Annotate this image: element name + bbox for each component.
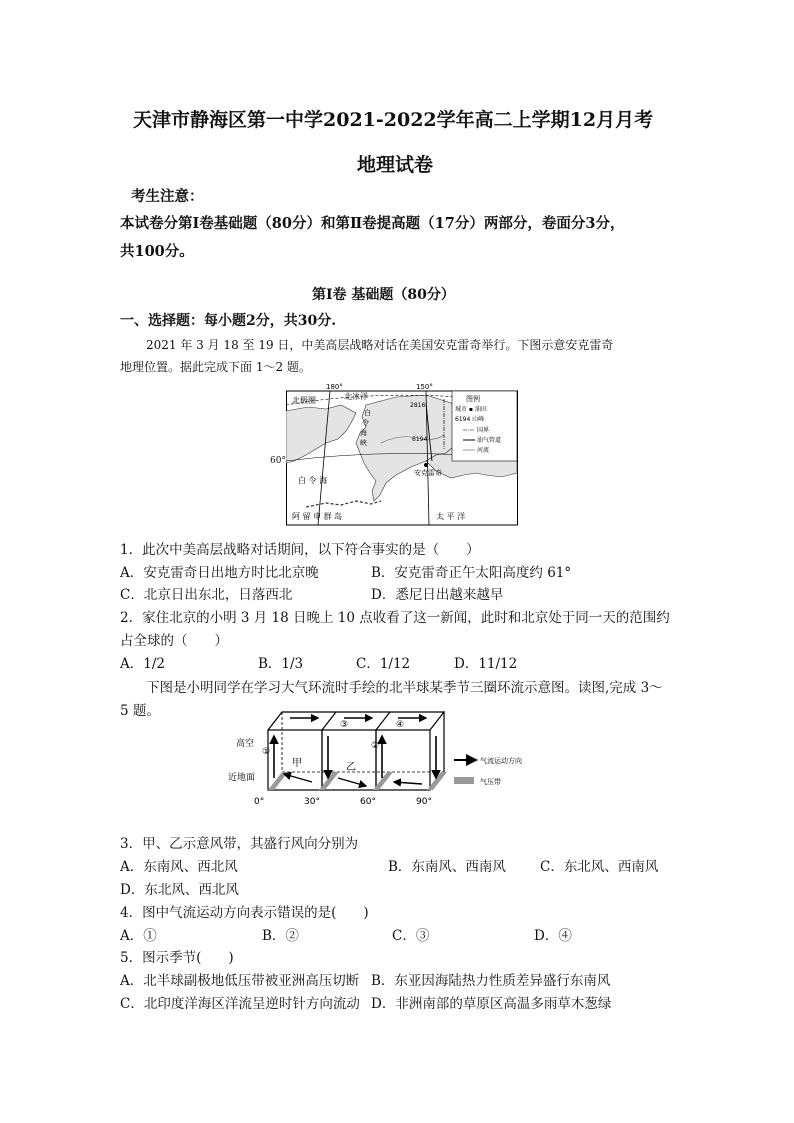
map-legend-pipeline: 油气管道 bbox=[477, 437, 502, 444]
q3-option-a[interactable]: A．东南风、西北风 bbox=[120, 859, 238, 875]
intro-3-5-line1: 下图是小明同学在学习大气环流时手绘的北半球某季节三圈环流示意图。读图,完成 3～ bbox=[146, 680, 663, 696]
q4-stem: 4．图中气流运动方向表示错误的是( ) bbox=[120, 905, 369, 921]
q2-option-d[interactable]: D．11/12 bbox=[454, 656, 518, 672]
q2-stem-line1: 2．家住北京的小明 3 月 18 日晚上 10 点收看了这一新闻，此时和北京处于同一天的范围约 bbox=[120, 610, 670, 626]
diagram-label-high: 高空 bbox=[236, 739, 255, 749]
diagram-n4: ④ bbox=[396, 720, 405, 730]
diagram-lat-90: 90° bbox=[416, 797, 432, 807]
map-anchorage: 安克雷奇 bbox=[414, 469, 442, 477]
diagram-legend-arrow: 气流运动方向 bbox=[480, 757, 522, 765]
diagram-lat-0: 0° bbox=[254, 797, 265, 807]
q1-option-c[interactable]: C．北京日出东北，日落西北 bbox=[120, 587, 293, 603]
q5-stem: 5．图示季节( ) bbox=[120, 950, 234, 966]
map-aleutian: 阿 留 申 群 岛 bbox=[292, 512, 343, 521]
map-peak-1: 2816 bbox=[410, 402, 426, 409]
q4-option-c[interactable]: C．③ bbox=[392, 928, 430, 944]
q2-option-b[interactable]: B．1/3 bbox=[258, 656, 304, 672]
q5-option-b[interactable]: B．东亚因海陆热力性质差异盛行东南风 bbox=[371, 973, 611, 989]
map-strait-2: 令 bbox=[362, 419, 369, 427]
diagram-legend-belt: 气压带 bbox=[480, 778, 501, 786]
map-legend-title: 图例 bbox=[466, 395, 480, 403]
q5-option-a[interactable]: A．北半球副极地低压带被亚洲高压切断 bbox=[120, 973, 360, 989]
page-title: 天津市静海区第一中学2021-2022学年高二上学期12月月考 bbox=[133, 109, 654, 131]
map-bering-sea: 白 令 海 bbox=[298, 476, 328, 485]
map-arctic-circle: 北极圈 bbox=[292, 396, 316, 405]
q3-stem: 3．甲、乙示意风带，其盛行风向分别为 bbox=[120, 836, 359, 852]
diagram-n3: ③ bbox=[340, 720, 349, 730]
q3-option-c[interactable]: C．东北风、西南风 bbox=[540, 859, 659, 875]
map-legend-city: 城市 ▪ 油田 bbox=[455, 406, 487, 413]
map-strait-1: 白 bbox=[364, 409, 371, 417]
q4-option-a[interactable]: A．① bbox=[120, 928, 157, 944]
q2-stem-line2: 占全球的（ ） bbox=[120, 633, 228, 649]
page-subtitle: 地理试卷 bbox=[357, 154, 434, 176]
part-title: 一、选择题：每小题2分，共30分. bbox=[120, 313, 337, 329]
notice-heading: 考生注意： bbox=[131, 188, 204, 205]
diagram-n1: ① bbox=[262, 747, 271, 757]
diagram-n2: ② bbox=[371, 741, 380, 751]
map-lat-60-outside: 60° bbox=[270, 456, 286, 466]
diagram-lat-30: 30° bbox=[304, 797, 320, 807]
intro-1-2-line2: 地理位置。据此完成下面 1～2 题。 bbox=[120, 360, 311, 374]
intro-3-5-line2: 5 题。 bbox=[120, 703, 160, 719]
q5-option-d[interactable]: D．非洲南部的草原区高温多雨草木葱绿 bbox=[371, 996, 612, 1012]
map-legend-river: 河流 bbox=[477, 447, 490, 454]
q1-option-b[interactable]: B．安克雷奇正午太阳高度约 61° bbox=[371, 565, 572, 581]
diagram-label-ground: 近地面 bbox=[228, 773, 256, 783]
intro-1-2-line1: 2021 年 3 月 18 至 19 日，中美高层战略对话在美国安克雷奇举行。下图示意安克雷奇 bbox=[146, 338, 614, 352]
q3-option-d[interactable]: D．东北风、西北风 bbox=[120, 882, 239, 898]
map-lon-180: 180° bbox=[326, 383, 343, 391]
map-pacific: 太 平 洋 bbox=[436, 512, 466, 521]
map-strait-4: 峡 bbox=[360, 439, 367, 447]
map-strait-3: 海 bbox=[360, 429, 367, 437]
notice-line-1: 本试卷分第Ⅰ卷基础题（80分）和第Ⅱ卷提高题（17分）两部分，卷面分3分， bbox=[120, 215, 625, 232]
map-lon-150: 150° bbox=[416, 383, 433, 391]
map-peak-2: 6194 bbox=[412, 436, 428, 443]
q5-option-c[interactable]: C．北印度洋海区洋流呈逆时针方向流动 bbox=[120, 996, 360, 1012]
q1-option-a[interactable]: A．安克雷奇日出地方时比北京晚 bbox=[120, 565, 319, 581]
circulation-diagram bbox=[228, 708, 548, 808]
q3-option-b[interactable]: B．东南风、西南风 bbox=[388, 859, 506, 875]
q4-option-b[interactable]: B．② bbox=[262, 928, 299, 944]
map-legend-border: 国界 bbox=[477, 427, 490, 434]
q4-option-d[interactable]: D．④ bbox=[534, 928, 572, 944]
diagram-lat-60: 60° bbox=[360, 797, 376, 807]
q1-stem: 1．此次中美高层战略对话期间，以下符合事实的是（ ） bbox=[120, 542, 480, 558]
map-legend-peak: 6194 山峰 bbox=[455, 416, 485, 423]
q2-option-a[interactable]: A．1/2 bbox=[120, 656, 165, 672]
notice-line-2: 共100分。 bbox=[120, 243, 194, 260]
anchorage-map bbox=[286, 383, 518, 526]
q1-option-d[interactable]: D．悉尼日出越来越早 bbox=[371, 587, 504, 603]
q2-option-c[interactable]: C．1/12 bbox=[356, 656, 411, 672]
diagram-yi: 乙 bbox=[346, 762, 356, 773]
map-arctic-ocean: 北冰洋 bbox=[344, 392, 368, 401]
diagram-jia: 甲 bbox=[292, 758, 302, 769]
section-title: 第Ⅰ卷 基础题（80分） bbox=[312, 287, 455, 303]
